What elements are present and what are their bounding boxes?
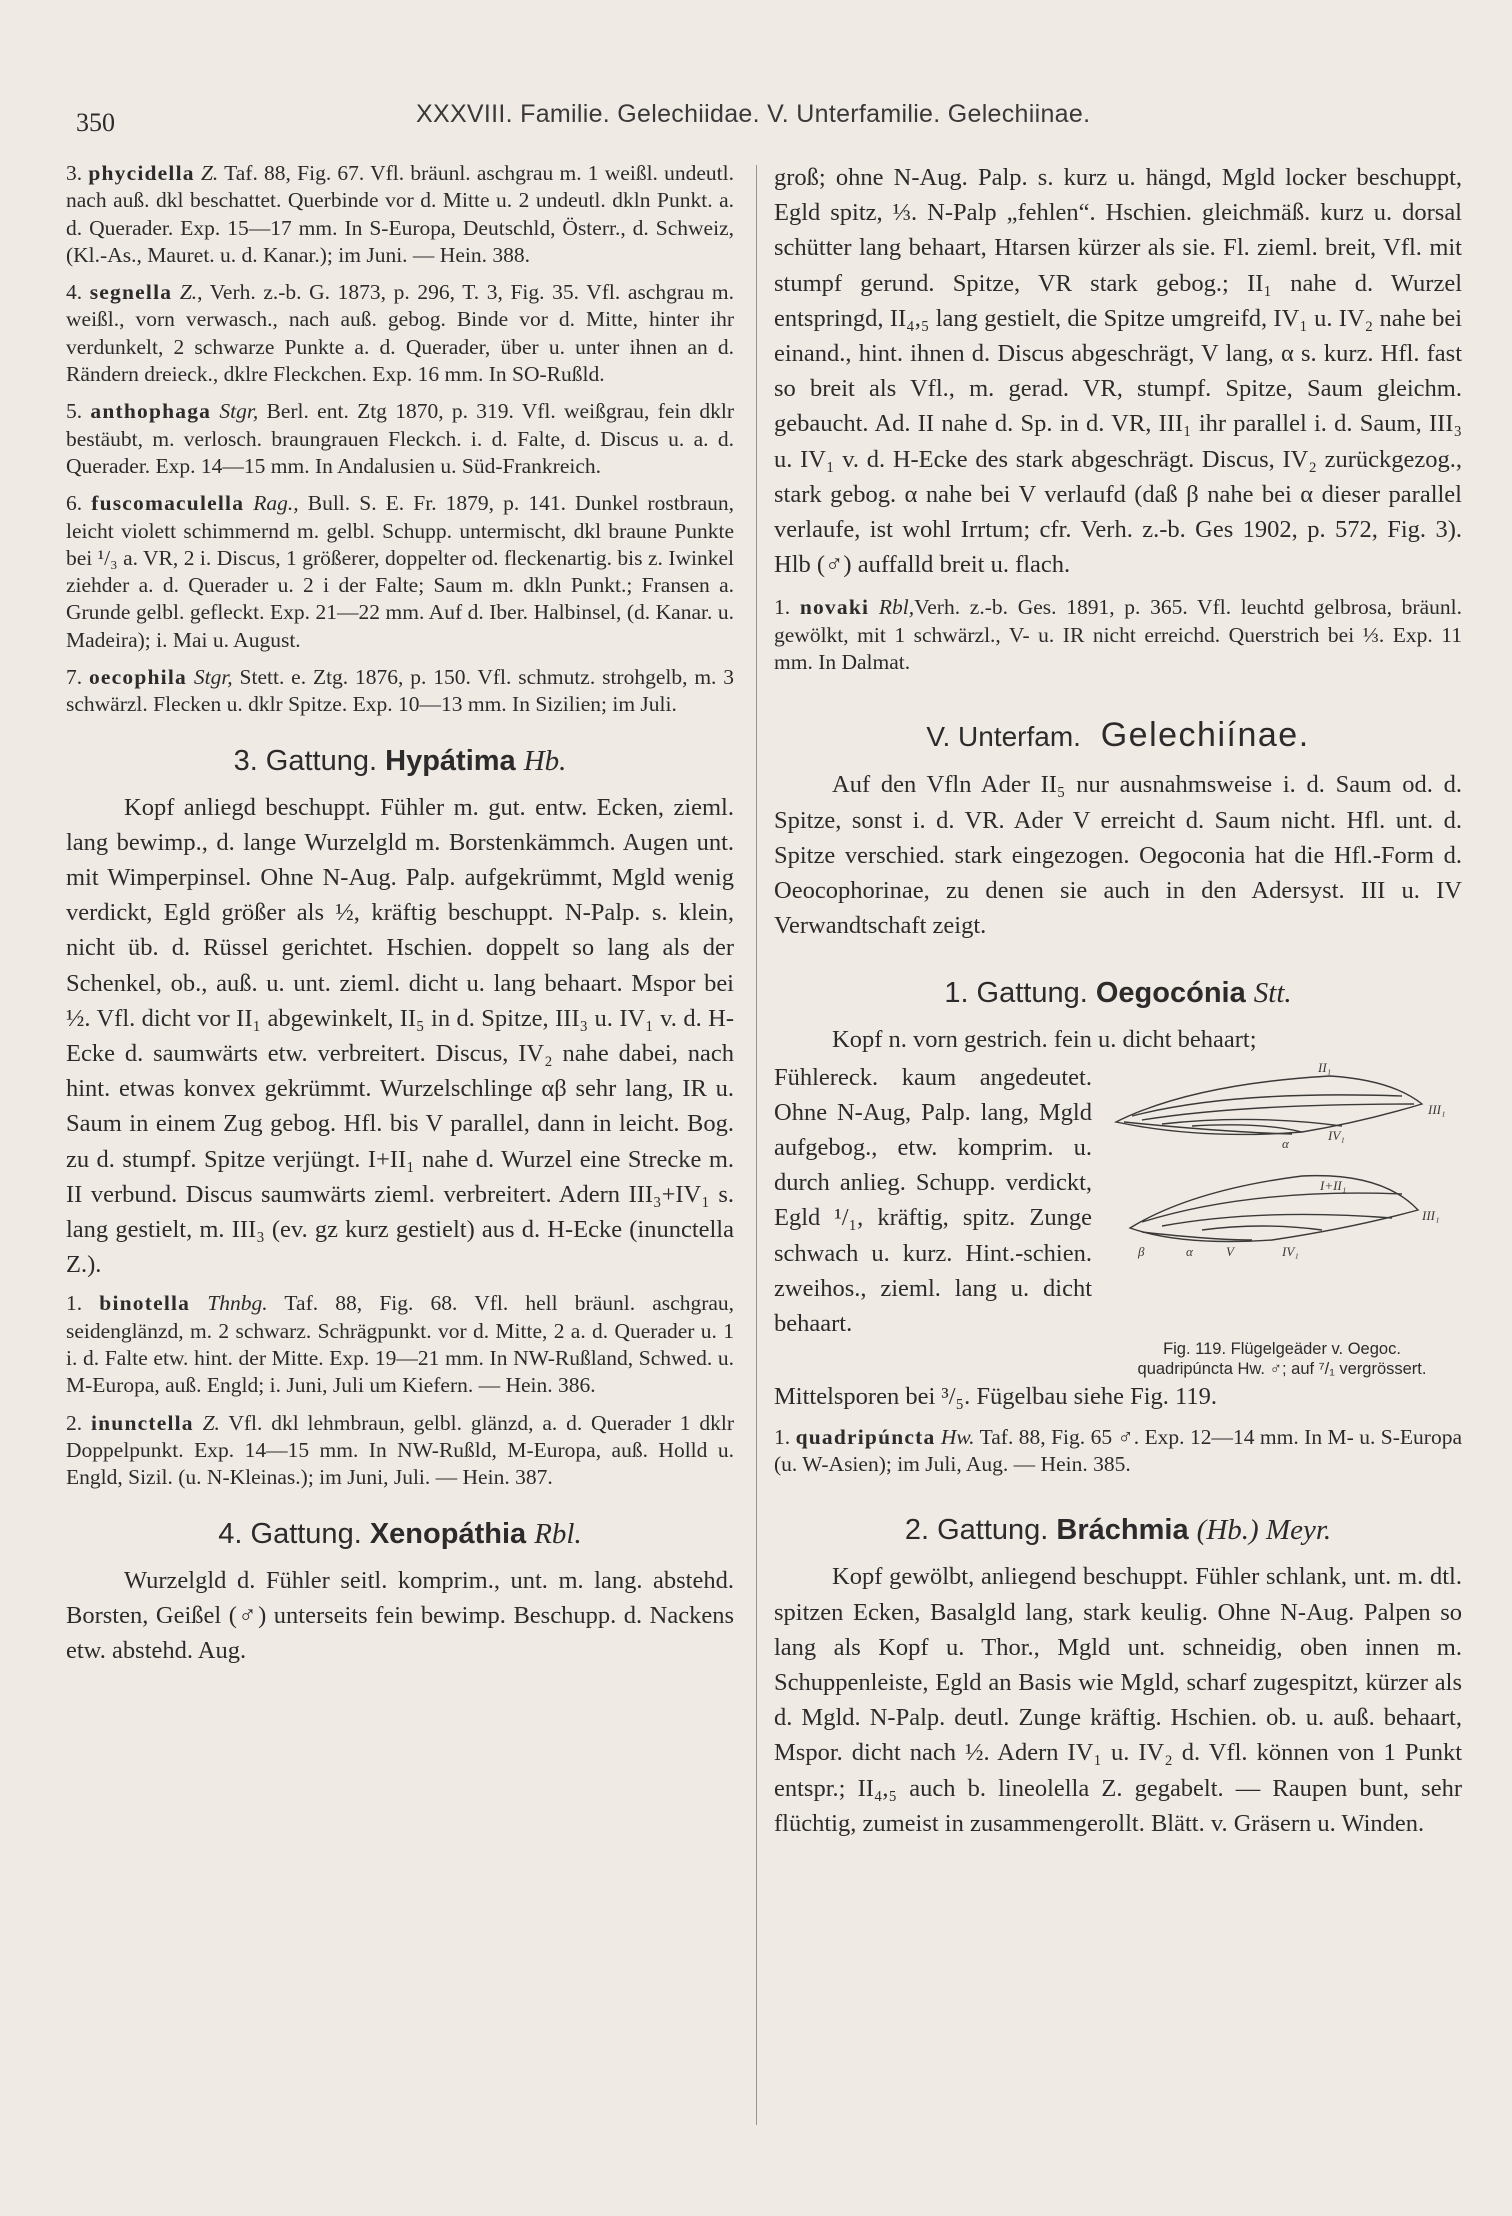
genus-name: Bráchmia <box>1056 1514 1189 1547</box>
caption-line-1: Fig. 119. Flügelgeäder v. Oegoc. <box>1163 1339 1401 1358</box>
species-entry <box>774 1424 1462 1479</box>
continued-text: groß; ohne N-Aug. Palp. s. kurz u. hängd, Mgld locker beschuppt, Egld spitz, ⅓. N-Palp „fehlen“. Hschien. gleichmäß. kurz u. dorsal schütter lang behaart, Htarsen kürzer als sie. Fl. zieml. breit, Vfl. mit stumpf gerund. Spitze, VR stark gebog.; II₁ nahe d. Wurzel entspringd, II₄,₅ lang gestielt, die Spitze umgreifd, IV₁ u. IV₂ nahe bei einand., hint. ihnen d. Discus abgeschrägt, V lang, α s. kurz. Hfl. fast so breit als Vfl., m. gerad. VR, stumpf. Spitze, Saum gleichm. gebaucht. Ad. II nahe d. Sp. in d. VR, III₁ ihr parallel i. d. Saum, III₃ u. IV₁ v. d. H-Ecke des stark abgeschrägt. Discus, IV₂ zurückgezog., stark gebog. α nahe bei V verlaufd (daß β nahe bei α dieser parallel verlaufe, ist wohl Irrtum; cfr. Verh. z.-b. Ges 1902, p. 572, Fig. 3). Hlb (♂) auffalld breit u. flach. <box>774 164 1462 579</box>
genus-author: (Hb.) Meyr. <box>1196 1514 1332 1547</box>
species-text: Stett. e. Ztg. 1876, p. 150. Vfl. schmutz. strohgelb, m. 3 schwärzl. Flecken u. dklr Spitze. Exp. 10—13 mm. In Sizilien; im Juli. <box>66 665 735 717</box>
species-author: Stgr, <box>193 665 233 690</box>
species-entry <box>66 398 734 480</box>
vein-label: V <box>1226 1243 1234 1259</box>
species-entry <box>66 1290 734 1399</box>
vein-label: IV₁ <box>1282 1243 1299 1259</box>
species-number: 4. <box>66 280 83 305</box>
figure-119 <box>1102 1060 1462 1379</box>
genus-author: Stt. <box>1253 977 1292 1010</box>
species-entry <box>66 664 734 719</box>
species-author: Z. <box>179 280 198 305</box>
genus-name: Hypátima <box>385 744 516 777</box>
vein-label: β <box>1138 1243 1145 1259</box>
species-author: Rbl, <box>878 595 915 620</box>
vein-label: III₁ <box>1422 1207 1440 1223</box>
genus-number: 4. Gattung. <box>218 1517 362 1550</box>
species-name: quadripúncta <box>795 1424 936 1449</box>
species-number: 1. <box>774 1424 791 1449</box>
species-novaki <box>774 594 1462 676</box>
page-number: 350 <box>76 108 115 137</box>
species-entry <box>66 160 734 269</box>
wing-venation-drawing <box>1102 1060 1462 1330</box>
species-name: phycidella <box>88 161 195 185</box>
species-entry <box>66 490 734 654</box>
left-column <box>66 160 734 1668</box>
genus-description-hypatima: Kopf anliegd beschuppt. Fühler m. gut. entw. Ecken, zieml. lang bewimp., d. lange Wurzelgld m. Borstenkämmch. Augen unt. mit Wimperpinsel. Ohne N-Aug. Palp. aufgekrümmt, Mgld wenig verdickt, Egld größer als ½, kräftig beschuppt. N-Palp. s. klein, nicht üb. d. Rüssel gerichtet. Hschien. doppelt so lang als der Schenkel, ob., auß. u. unt. zieml. dicht u. lang behaart. Mspor bei ½. Vfl. dicht vor II₁ abgewinkelt, II₅ in d. Spitze, III₃ u. IV₁ v. d. H-Ecke d. saumwärts etw. verbreitert. Discus, IV₂ nahe dabei, nach hint. etwas konvex gekrümmt. Wurzelschlinge αβ sehr lang, IR u. Saum in einem Zug gebog. Hfl. bis V parallel, dann in leicht. Bog. zu d. stumpf. Spitze verjüngt. I+II₁ nahe d. Wurzel eine Strecke m. II verbund. Discus saumwärts zieml. verbreitert. Adern III₃+IV₁ s. lang gestielt, m. III₃ (ev. gz kurz gestielt) aus d. H-Ecke (inunctella Z.). <box>66 793 734 1279</box>
species-text: Taf. 88, Fig. 65 ♂. Exp. 12—14 mm. In M- u. S-Europa (u. W-Asien); im Juli, Aug. — Hein. 385. <box>774 1424 1463 1477</box>
running-head: XXXVIII. Familie. Gelechiidae. V. Unterfamilie. Gelechiinae. <box>416 100 1091 128</box>
vein-label: α <box>1282 1135 1289 1151</box>
species-name: inunctella <box>90 1410 194 1435</box>
species-entry <box>774 594 1462 676</box>
genus-description-xenopathia: Wurzelgld d. Fühler seitl. komprim., unt. m. lang. abstehd. Borsten, Geißel (♂) unterseits fein bewimp. Beschupp. d. Nackens etw. abstehd. Aug. <box>66 1566 734 1664</box>
genus-tail-oegoconia: Mittelsporen bei ³/₅. Fügelbau siehe Fig. 119. <box>774 1382 1217 1410</box>
species-name: anthophaga <box>90 399 212 424</box>
species-author: Hw. <box>940 1424 975 1449</box>
species-number: 7. <box>66 665 83 690</box>
species-list-b <box>66 1290 734 1491</box>
genus-heading-hypatima <box>66 745 734 778</box>
right-column <box>774 160 1462 1841</box>
species-name: oecophila <box>88 665 187 690</box>
species-quadripuncta <box>774 1424 1462 1479</box>
subfamily-label: V. Unterfam. <box>926 721 1081 753</box>
species-author: Z. <box>202 1410 220 1435</box>
species-author: Thnbg. <box>207 1291 268 1316</box>
species-name: novaki <box>799 595 870 620</box>
column-divider <box>756 165 757 2125</box>
species-text: , Verh. z.-b. G. 1873, p. 296, T. 3, Fig. 35. Vfl. aschgrau m. weißl., vorn verwasch., nach auß. gebog. Binde vor d. Mitte, hinter ihr verdunkelt, 2 schwarze Punkte a. d. Querader, über u. unter ihnen an d. Rändern dreieck., dklre Fleckchen. Exp. 16 mm. In SO-Rußld. <box>66 280 734 387</box>
species-entry <box>66 279 734 388</box>
figure-caption <box>1102 1339 1462 1379</box>
subfamily-heading <box>774 716 1462 755</box>
vein-label: I+II₁ <box>1320 1177 1347 1193</box>
species-name: fuscomaculella <box>91 491 245 516</box>
vein-label: IV₁ <box>1328 1127 1345 1143</box>
page-header <box>76 96 1466 136</box>
species-entry <box>66 1410 734 1492</box>
species-number: 3. <box>66 161 83 185</box>
species-author: Rag., <box>253 491 299 516</box>
species-text: Bull. S. E. Fr. 1879, p. 141. Dunkel rostbraun, leicht violett schimmernd m. gelbl. Schupp. untermischt, dkl braune Punkte bei ¹/₃ a. VR, 2 i. Discus, 1 größerer, doppelter od. fleckenartig. bis z. Iwinkel ziehder a. d. Querader u. 2 i der Falte; Saum m. dkln Punkt.; Fransen a. Grunde gelbl. gefleckt. Exp. 21—22 mm. Auf d. Iber. Halbinsel, (d. Kanar. u. Madeira); i. Mai u. August. <box>66 491 735 652</box>
genus-description-brachmia: Kopf gewölbt, anliegend beschuppt. Fühler schlank, unt. m. dtl. spitzen Ecken, Basalgld lang, stark keulig. Ohne N-Aug. Palpen so lang als Kopf u. Thor., Mgld unt. schneidig, oben innen m. Schuppenleiste, Egld an Basis wie Mgld, scharf zugespitzt, kürzer als d. Mgld. N-Palp. deutl. Zunge kräftig. Hschien. ob. u. auß. behaart, Mspor. dicht nach ½. Adern IV₁ u. IV₂ d. Vfl. können von 1 Punkt entspr.; II₄,₅ auch b. lineolella Z. gegabelt. — Raupen bunt, sehr flüchtig, zumeist in zusammengerollt. Blätt. v. Gräsern u. Winden. <box>774 1563 1462 1837</box>
species-number: 1. <box>66 1291 83 1316</box>
species-name: segnella <box>89 280 173 305</box>
vein-label: III₁ <box>1428 1101 1446 1117</box>
genus-lead-oegoconia: Kopf n. vorn gestrich. fein u. dicht behaart; <box>832 1026 1257 1054</box>
species-text: Berl. ent. Ztg 1870, p. 319. Vfl. weißgrau, fein dklr bestäubt, m. verlosch. braungrauen Fleckch. i. d. Falte, d. Discus u. a. d. Querader. Exp. 14—15 mm. In Andalusien u. Süd-Frankreich. <box>66 399 734 478</box>
species-number: 6. <box>66 491 83 516</box>
genus-description-oegoconia: Fühlereck. kaum angedeutet. Ohne N-Aug, Palp. lang, Mgld aufgebog., etw. komprim. u. durch anlieg. Schupp. verdickt, Egld ¹/₁, kräftig, spitz. Zunge schwach u. kurz. Hint.-schien. zweihos., zieml. lang u. dicht behaart. <box>774 1063 1092 1337</box>
genus-author: Rbl. <box>534 1517 582 1550</box>
vein-label: II₁ <box>1318 1059 1332 1075</box>
species-number: 2. <box>66 1410 83 1435</box>
species-list-a <box>66 160 734 719</box>
species-number: 1. <box>774 595 791 620</box>
genus-number: 1. Gattung. <box>944 977 1088 1010</box>
species-name: binotella <box>99 1291 191 1316</box>
species-text: Vfl. dkl lehmbraun, gelbl. glänzd, a. d. Querader 1 dklr Doppelpunkt. Exp. 14—15 mm. In NW-Rußld, M-Europa, auß. Holld u. Engld, Sizil. (u. N-Kleinas.); im Juni, Juli. — Hein. 387. <box>66 1410 735 1490</box>
genus-heading-brachmia <box>774 1514 1462 1547</box>
figure-block <box>774 1060 1462 1379</box>
caption-line-2: quadripúncta Hw. ♂; auf ⁷/₁ vergrössert. <box>1137 1359 1427 1378</box>
species-text: Taf. 88, Fig. 67. Vfl. bräunl. aschgrau m. 1 weißl. undeutl. nach auß. dkl beschattet. Querbinde vor d. Mitte u. 2 undeutl. dkln Punkt. a. d. Querader. Exp. 15—17 mm. In S-Europa, Deutschld, Österr., d. Schweiz, (Kl.-As., Mauret. u. d. Kanar.); im Juni. — Hein. 388. <box>66 161 734 267</box>
genus-author: Hb. <box>523 744 567 777</box>
species-text: Verh. z.-b. Ges. 1891, p. 365. Vfl. leuchtd gelbrosa, bräunl. gewölkt, mit 1 schwärzl., V- u. IR nicht erreichd. Querstrich bei ⅓. Exp. 11 mm. In Dalmat. <box>774 595 1462 675</box>
subfamily-description: Auf den Vfln Ader II₅ nur ausnahmsweise i. d. Saum od. d. Spitze, sonst i. d. VR. Ader V erreicht d. Saum nicht. Hfl. unt. d. Spitze verschied. stark eingezogen. Oegoconia hat die Hfl.-Form d. Oeocophorinae, zu denen sie auch in den Adersyst. III u. IV Verwandtschaft zeigt. <box>774 771 1462 940</box>
species-text: Taf. 88, Fig. 68. Vfl. hell bräunl. aschgrau, seidenglänzd, m. 2 schwarz. Schrägpunkt. vor d. Mitte, 2 a. d. Querader u. 1 i. d. Falte etw. hint. der Mitte. Exp. 19—21 mm. In NW-Rußland, Schwed. u. M-Europa, auß. Engld; i. Juni, Juli um Kiefern. — Hein. 386. <box>66 1291 735 1398</box>
genus-name: Xenopáthia <box>369 1517 527 1550</box>
genus-heading-oegoconia <box>774 977 1462 1010</box>
species-author: Z. <box>200 161 219 185</box>
genus-heading-xenopathia <box>66 1518 734 1551</box>
genus-number: 3. Gattung. <box>233 744 378 777</box>
genus-name: Oegocónia <box>1095 977 1246 1010</box>
species-number: 5. <box>66 399 83 424</box>
species-author: Stgr, <box>219 399 259 424</box>
vein-label: α <box>1186 1243 1193 1259</box>
genus-number: 2. Gattung. <box>904 1514 1049 1547</box>
subfamily-name: Gelechiínae. <box>1100 716 1310 755</box>
